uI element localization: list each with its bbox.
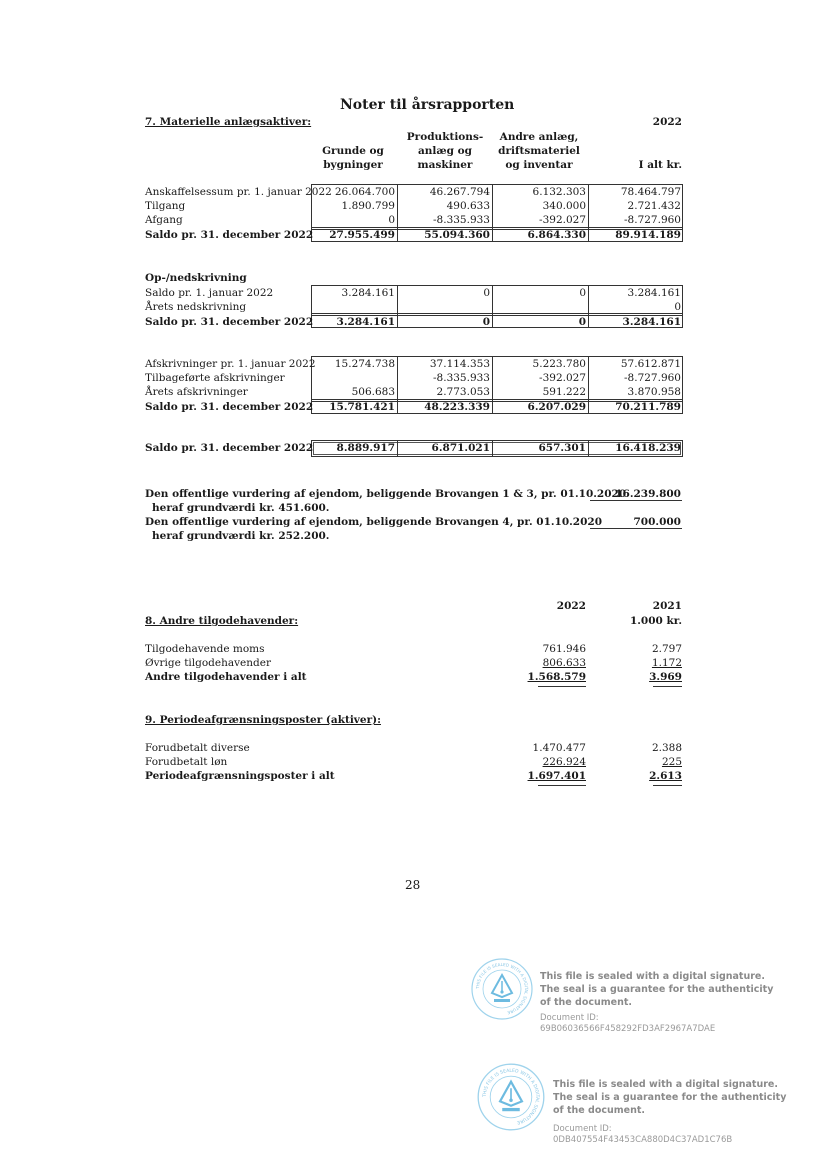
table-cell: -8.335.933 <box>433 214 490 226</box>
table-cell: 78.464.797 <box>620 186 681 198</box>
table-cell: I alt kr. <box>638 159 682 171</box>
table-cell: Andre tilgodehavender i alt <box>145 671 307 683</box>
table-cell: 48.223.339 <box>424 401 490 413</box>
note8-heading: 8. Andre tilgodehavender: <box>145 615 299 627</box>
table-cell: -8.335.933 <box>433 372 490 384</box>
table-cell: Saldo pr. 1. januar 2022 <box>145 287 274 299</box>
table-cell: 1.697.401 <box>527 770 586 782</box>
table-cell: Andre anlæg, <box>499 131 579 143</box>
table-cell: Tilbageførte afskrivninger <box>145 372 285 384</box>
table-cell: 591.222 <box>542 386 586 398</box>
table-cell: Tilgang <box>145 200 186 212</box>
table-cell: 2.721.432 <box>627 200 681 212</box>
table-cell: -8.727.960 <box>624 214 681 226</box>
table-cell: Document ID: <box>553 1124 612 1134</box>
table-cell: 506.683 <box>351 386 395 398</box>
table-cell: of the document. <box>553 1105 645 1116</box>
table-cell: Op-/nedskrivning <box>145 272 247 284</box>
table-cell: -8.727.960 <box>624 372 681 384</box>
table-cell: 1.890.799 <box>341 200 395 212</box>
table-cell: 2021 <box>652 600 682 612</box>
table-cell: 46.267.794 <box>429 186 490 198</box>
table-cell: THIS FILE IS SEALED WITH A DIGITAL SIGNATURE <box>474 961 530 1016</box>
table-cell: This file is sealed with a digital signature. <box>540 971 765 982</box>
table-cell: 5.223.780 <box>532 358 586 370</box>
table-cell: 3.284.161 <box>336 316 395 328</box>
note9-heading: 9. Periodeafgrænsningsposter (aktiver): <box>145 714 381 726</box>
table-cell: 2022 <box>556 600 586 612</box>
page-number: 28 <box>405 878 421 892</box>
table-cell: 1.000 kr. <box>629 615 682 627</box>
table-cell: 0DB407554F43453CA880D4C37AD1C76B <box>553 1135 733 1145</box>
table-cell: 0 <box>578 316 586 328</box>
table-cell: 2.797 <box>651 643 682 655</box>
table-cell: Saldo pr. 31. december 2022 <box>145 229 314 241</box>
table-cell: Document ID: <box>540 1013 599 1023</box>
seal-stamp-icon <box>476 1062 546 1132</box>
table-cell: 69B06036566F458292FD3AF2967A7DAE <box>540 1024 716 1034</box>
table-cell: This file is sealed with a digital signature. <box>553 1079 778 1090</box>
table-cell: Saldo pr. 31. december 2022 <box>145 401 314 413</box>
table-cell: 0 <box>483 287 490 299</box>
table-cell: 0 <box>579 287 586 299</box>
table-cell: Forudbetalt løn <box>145 756 228 768</box>
table-cell: 0 <box>674 301 681 313</box>
table-cell: 26.064.700 <box>334 186 395 198</box>
table-cell: 6.132.303 <box>532 186 586 198</box>
table-cell: Periodeafgrænsningsposter i alt <box>145 770 335 782</box>
table-cell: Tilgodehavende moms <box>145 643 265 655</box>
table-cell: 16.239.800 <box>615 488 681 500</box>
table-cell: 340.000 <box>542 200 586 212</box>
table-cell: Årets afskrivninger <box>145 386 248 398</box>
table-cell: The seal is a guarantee for the authenticity <box>540 984 774 995</box>
table-cell: Afgang <box>145 214 183 226</box>
table-cell: Afskrivninger pr. 1. januar 2022 <box>145 358 316 370</box>
table-cell: -392.027 <box>539 372 586 384</box>
table-cell: heraf grundværdi kr. 252.200. <box>152 530 330 542</box>
seal-stamp-icon <box>470 957 534 1021</box>
table-cell: The seal is a guarantee for the authenticity <box>553 1092 787 1103</box>
table-cell: bygninger <box>323 159 383 171</box>
table-cell: 70.211.789 <box>615 401 681 413</box>
table-cell: Årets nedskrivning <box>145 301 247 313</box>
table-cell: 225 <box>661 756 682 768</box>
table-cell: og inventar <box>505 159 573 171</box>
table-cell: -392.027 <box>539 214 586 226</box>
table-cell: 15.781.421 <box>329 401 395 413</box>
table-cell: 0 <box>388 214 395 226</box>
table-cell: 1.568.579 <box>527 671 586 683</box>
table-cell: 16.418.239 <box>615 442 681 454</box>
table-cell: 37.114.353 <box>429 358 490 370</box>
table-cell: 55.094.360 <box>424 229 490 241</box>
table-cell: 761.946 <box>542 643 586 655</box>
note7-year: 2022 <box>652 116 682 128</box>
table-cell: 8.889.917 <box>336 442 395 454</box>
table-cell: 657.301 <box>538 442 586 454</box>
table-cell: 2.773.053 <box>436 386 490 398</box>
table-cell: Den offentlige vurdering af ejendom, beliggende Brovangen 1 & 3, pr. 01.10.2020 <box>145 488 627 500</box>
table-cell: 3.969 <box>649 671 682 683</box>
table-cell: 3.284.161 <box>341 287 395 299</box>
note7-heading: 7. Materielle anlægsaktiver: <box>145 116 312 128</box>
table-cell: 6.864.330 <box>527 229 586 241</box>
table-cell: 0 <box>482 316 490 328</box>
table-cell: 3.284.161 <box>622 316 681 328</box>
table-cell: 2.613 <box>649 770 682 782</box>
table-cell: driftsmateriel <box>498 145 580 157</box>
table-cell: maskiner <box>417 159 473 171</box>
table-cell: 806.633 <box>542 657 586 669</box>
table-cell: Anskaffelsessum pr. 1. januar 2022 <box>145 186 332 198</box>
table-cell: 700.000 <box>633 516 681 528</box>
table-cell: Den offentlige vurdering af ejendom, beliggende Brovangen 4, pr. 01.10.2020 <box>145 516 603 528</box>
table-cell: 1.470.477 <box>532 742 586 754</box>
table-cell: Forudbetalt diverse <box>145 742 250 754</box>
table-cell: 6.207.029 <box>527 401 586 413</box>
table-cell: 1.172 <box>651 657 682 669</box>
page-title: Noter til årsrapporten <box>340 97 515 113</box>
table-cell: anlæg og <box>417 145 472 157</box>
table-cell: THIS FILE IS SEALED WITH A DIGITAL SIGNATURE <box>482 1068 540 1125</box>
table-cell: 3.284.161 <box>627 287 681 299</box>
table-cell: of the document. <box>540 997 632 1008</box>
table-cell: Saldo pr. 31. december 2022 <box>145 442 314 454</box>
table-cell: 490.633 <box>446 200 490 212</box>
table-cell: Saldo pr. 31. december 2022 <box>145 316 314 328</box>
table-cell: heraf grundværdi kr. 451.600. <box>152 502 330 514</box>
table-cell: 2.388 <box>651 742 682 754</box>
table-cell: 226.924 <box>542 756 586 768</box>
table-cell: Produktions- <box>406 131 484 143</box>
table-cell: 6.871.021 <box>431 442 490 454</box>
table-cell: Grunde og <box>322 145 384 157</box>
table-cell: 89.914.189 <box>615 229 681 241</box>
table-cell: 3.870.958 <box>627 386 681 398</box>
table-cell: 57.612.871 <box>620 358 681 370</box>
table-cell: 27.955.499 <box>329 229 395 241</box>
table-cell: Øvrige tilgodehavender <box>145 657 271 669</box>
table-cell: 15.274.738 <box>334 358 395 370</box>
